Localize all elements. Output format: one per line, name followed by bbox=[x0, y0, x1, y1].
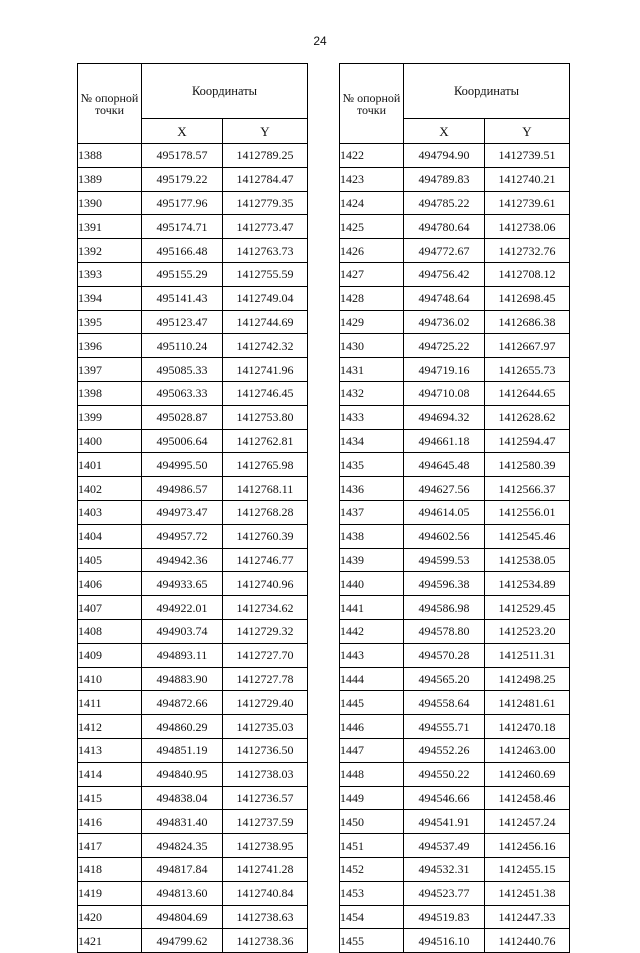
point-number-cell: 1400 bbox=[78, 429, 142, 453]
y-coordinate-cell: 1412655.73 bbox=[485, 358, 570, 382]
table-row bbox=[340, 477, 570, 501]
y-coordinate-cell: 1412749.04 bbox=[223, 286, 308, 310]
x-coordinate-cell: 494516.10 bbox=[404, 929, 485, 953]
y-coordinate-cell: 1412727.78 bbox=[223, 667, 308, 691]
table-row bbox=[78, 286, 308, 310]
page-number: 24 bbox=[313, 34, 327, 48]
table-row bbox=[78, 167, 308, 191]
x-coordinate-cell: 494789.83 bbox=[404, 167, 485, 191]
x-coordinate-cell: 494824.35 bbox=[142, 834, 223, 858]
y-coordinate-cell: 1412463.00 bbox=[485, 738, 570, 762]
table-row bbox=[78, 429, 308, 453]
point-number-cell: 1419 bbox=[78, 881, 142, 905]
y-coordinate-cell: 1412732.76 bbox=[485, 239, 570, 263]
table-row bbox=[340, 810, 570, 834]
x-coordinate-cell: 494537.49 bbox=[404, 834, 485, 858]
table-row bbox=[340, 405, 570, 429]
point-number-cell: 1447 bbox=[340, 738, 404, 762]
point-number-cell: 1444 bbox=[340, 667, 404, 691]
x-coordinate-cell: 494550.22 bbox=[404, 762, 485, 786]
x-coordinate-cell: 494599.53 bbox=[404, 548, 485, 572]
y-coordinate-cell: 1412698.45 bbox=[485, 286, 570, 310]
y-coordinate-cell: 1412511.31 bbox=[485, 643, 570, 667]
point-number-cell: 1405 bbox=[78, 548, 142, 572]
table-row bbox=[340, 548, 570, 572]
x-coordinate-cell: 495174.71 bbox=[142, 215, 223, 239]
x-coordinate-cell: 494804.69 bbox=[142, 905, 223, 929]
x-coordinate-cell: 494813.60 bbox=[142, 881, 223, 905]
table-row bbox=[78, 715, 308, 739]
point-number-cell: 1453 bbox=[340, 881, 404, 905]
x-coordinate-cell: 494546.66 bbox=[404, 786, 485, 810]
table-row bbox=[340, 643, 570, 667]
table-row bbox=[340, 262, 570, 286]
point-number-cell: 1450 bbox=[340, 810, 404, 834]
y-coordinate-cell: 1412457.24 bbox=[485, 810, 570, 834]
x-coordinate-cell: 494794.90 bbox=[404, 144, 485, 168]
table-row bbox=[340, 381, 570, 405]
point-number-cell: 1415 bbox=[78, 786, 142, 810]
x-coordinate-cell: 494558.64 bbox=[404, 691, 485, 715]
table-row bbox=[78, 405, 308, 429]
point-number-cell: 1423 bbox=[340, 167, 404, 191]
table-row bbox=[78, 596, 308, 620]
point-number-cell: 1410 bbox=[78, 667, 142, 691]
x-coordinate-cell: 494661.18 bbox=[404, 429, 485, 453]
point-number-cell: 1389 bbox=[78, 167, 142, 191]
x-coordinate-cell: 495155.29 bbox=[142, 262, 223, 286]
table-row bbox=[340, 167, 570, 191]
point-number-cell: 1409 bbox=[78, 643, 142, 667]
x-coordinate-cell: 494532.31 bbox=[404, 857, 485, 881]
y-coordinate-cell: 1412746.77 bbox=[223, 548, 308, 572]
point-number-cell: 1432 bbox=[340, 381, 404, 405]
x-coordinate-cell: 494785.22 bbox=[404, 191, 485, 215]
point-number-cell: 1411 bbox=[78, 691, 142, 715]
table-row bbox=[78, 929, 308, 953]
table-row bbox=[340, 881, 570, 905]
point-number-cell: 1399 bbox=[78, 405, 142, 429]
x-coordinate-cell: 494872.66 bbox=[142, 691, 223, 715]
point-number-cell: 1421 bbox=[78, 929, 142, 953]
x-coordinate-cell: 495166.48 bbox=[142, 239, 223, 263]
y-coordinate-cell: 1412481.61 bbox=[485, 691, 570, 715]
point-number-cell: 1417 bbox=[78, 834, 142, 858]
point-number-cell: 1392 bbox=[78, 239, 142, 263]
point-number-cell: 1414 bbox=[78, 762, 142, 786]
y-coordinate-cell: 1412746.45 bbox=[223, 381, 308, 405]
y-coordinate-cell: 1412708.12 bbox=[485, 262, 570, 286]
y-coordinate-cell: 1412628.62 bbox=[485, 405, 570, 429]
point-number-cell: 1424 bbox=[340, 191, 404, 215]
point-number-cell: 1437 bbox=[340, 500, 404, 524]
y-coordinate-cell: 1412740.21 bbox=[485, 167, 570, 191]
x-coordinate-cell: 495123.47 bbox=[142, 310, 223, 334]
table-row bbox=[340, 286, 570, 310]
table-row bbox=[78, 191, 308, 215]
point-number-cell: 1396 bbox=[78, 334, 142, 358]
point-number-cell: 1451 bbox=[340, 834, 404, 858]
table-row bbox=[78, 524, 308, 548]
y-coordinate-cell: 1412755.59 bbox=[223, 262, 308, 286]
y-coordinate-cell: 1412729.32 bbox=[223, 619, 308, 643]
y-coordinate-cell: 1412566.37 bbox=[485, 477, 570, 501]
table-row bbox=[78, 477, 308, 501]
table-row bbox=[78, 643, 308, 667]
x-coordinate-cell: 494719.16 bbox=[404, 358, 485, 382]
point-number-cell: 1422 bbox=[340, 144, 404, 168]
table-row bbox=[340, 667, 570, 691]
table-row bbox=[78, 667, 308, 691]
y-coordinate-cell: 1412556.01 bbox=[485, 500, 570, 524]
table-row bbox=[340, 715, 570, 739]
table-row bbox=[340, 191, 570, 215]
point-number-cell: 1446 bbox=[340, 715, 404, 739]
table-row bbox=[78, 881, 308, 905]
point-number-cell: 1403 bbox=[78, 500, 142, 524]
point-number-cell: 1408 bbox=[78, 619, 142, 643]
y-coordinate-cell: 1412594.47 bbox=[485, 429, 570, 453]
y-coordinate-cell: 1412740.96 bbox=[223, 572, 308, 596]
point-number-cell: 1390 bbox=[78, 191, 142, 215]
x-coordinate-cell: 494893.11 bbox=[142, 643, 223, 667]
point-number-cell: 1397 bbox=[78, 358, 142, 382]
x-coordinate-cell: 494748.64 bbox=[404, 286, 485, 310]
x-coordinate-cell: 494519.83 bbox=[404, 905, 485, 929]
table-row bbox=[340, 929, 570, 953]
x-coordinate-cell: 494851.19 bbox=[142, 738, 223, 762]
table-row bbox=[78, 215, 308, 239]
x-coordinate-cell: 494973.47 bbox=[142, 500, 223, 524]
x-coordinate-cell: 494523.77 bbox=[404, 881, 485, 905]
x-coordinate-cell: 495063.33 bbox=[142, 381, 223, 405]
point-number-cell: 1406 bbox=[78, 572, 142, 596]
x-coordinate-cell: 494883.90 bbox=[142, 667, 223, 691]
y-coordinate-cell: 1412768.28 bbox=[223, 500, 308, 524]
y-coordinate-cell: 1412763.73 bbox=[223, 239, 308, 263]
point-number-cell: 1428 bbox=[340, 286, 404, 310]
table-row bbox=[78, 762, 308, 786]
table-row bbox=[340, 429, 570, 453]
y-coordinate-cell: 1412447.33 bbox=[485, 905, 570, 929]
x-coordinate-cell: 494602.56 bbox=[404, 524, 485, 548]
y-coordinate-cell: 1412739.51 bbox=[485, 144, 570, 168]
y-coordinate-cell: 1412440.76 bbox=[485, 929, 570, 953]
header-x: X bbox=[404, 119, 485, 144]
x-coordinate-cell: 494756.42 bbox=[404, 262, 485, 286]
y-coordinate-cell: 1412741.96 bbox=[223, 358, 308, 382]
point-number-cell: 1404 bbox=[78, 524, 142, 548]
x-coordinate-cell: 494596.38 bbox=[404, 572, 485, 596]
table-row bbox=[340, 857, 570, 881]
x-coordinate-cell: 494645.48 bbox=[404, 453, 485, 477]
y-coordinate-cell: 1412773.47 bbox=[223, 215, 308, 239]
table-row bbox=[78, 905, 308, 929]
y-coordinate-cell: 1412739.61 bbox=[485, 191, 570, 215]
y-coordinate-cell: 1412768.11 bbox=[223, 477, 308, 501]
x-coordinate-cell: 494933.65 bbox=[142, 572, 223, 596]
point-number-cell: 1438 bbox=[340, 524, 404, 548]
point-number-cell: 1420 bbox=[78, 905, 142, 929]
x-coordinate-cell: 494860.29 bbox=[142, 715, 223, 739]
x-coordinate-cell: 495179.22 bbox=[142, 167, 223, 191]
point-number-cell: 1426 bbox=[340, 239, 404, 263]
point-number-cell: 1395 bbox=[78, 310, 142, 334]
x-coordinate-cell: 494555.71 bbox=[404, 715, 485, 739]
y-coordinate-cell: 1412738.95 bbox=[223, 834, 308, 858]
x-coordinate-cell: 494903.74 bbox=[142, 619, 223, 643]
header-coordinates: Координаты bbox=[142, 64, 308, 119]
table-row bbox=[78, 691, 308, 715]
table-row bbox=[340, 358, 570, 382]
table-row bbox=[340, 144, 570, 168]
x-coordinate-cell: 494570.28 bbox=[404, 643, 485, 667]
y-coordinate-cell: 1412741.28 bbox=[223, 857, 308, 881]
point-number-cell: 1393 bbox=[78, 262, 142, 286]
table-row bbox=[340, 619, 570, 643]
y-coordinate-cell: 1412451.38 bbox=[485, 881, 570, 905]
table-row bbox=[340, 738, 570, 762]
y-coordinate-cell: 1412760.39 bbox=[223, 524, 308, 548]
table-row bbox=[78, 310, 308, 334]
header-y: Y bbox=[485, 119, 570, 144]
header-y: Y bbox=[223, 119, 308, 144]
y-coordinate-cell: 1412738.06 bbox=[485, 215, 570, 239]
table-row bbox=[78, 834, 308, 858]
y-coordinate-cell: 1412686.38 bbox=[485, 310, 570, 334]
point-number-cell: 1448 bbox=[340, 762, 404, 786]
y-coordinate-cell: 1412735.03 bbox=[223, 715, 308, 739]
x-coordinate-cell: 494817.84 bbox=[142, 857, 223, 881]
table-row bbox=[340, 453, 570, 477]
y-coordinate-cell: 1412458.46 bbox=[485, 786, 570, 810]
point-number-cell: 1455 bbox=[340, 929, 404, 953]
point-number-cell: 1412 bbox=[78, 715, 142, 739]
x-coordinate-cell: 494957.72 bbox=[142, 524, 223, 548]
table-row bbox=[78, 572, 308, 596]
table-row bbox=[340, 762, 570, 786]
y-coordinate-cell: 1412736.50 bbox=[223, 738, 308, 762]
x-coordinate-cell: 494772.67 bbox=[404, 239, 485, 263]
point-number-cell: 1440 bbox=[340, 572, 404, 596]
point-number-cell: 1416 bbox=[78, 810, 142, 834]
point-number-cell: 1434 bbox=[340, 429, 404, 453]
table-row bbox=[340, 524, 570, 548]
y-coordinate-cell: 1412580.39 bbox=[485, 453, 570, 477]
x-coordinate-cell: 494799.62 bbox=[142, 929, 223, 953]
table-row bbox=[340, 310, 570, 334]
table-row bbox=[78, 548, 308, 572]
table-row bbox=[78, 262, 308, 286]
y-coordinate-cell: 1412740.84 bbox=[223, 881, 308, 905]
x-coordinate-cell: 494840.95 bbox=[142, 762, 223, 786]
x-coordinate-cell: 495028.87 bbox=[142, 405, 223, 429]
y-coordinate-cell: 1412742.32 bbox=[223, 334, 308, 358]
table-row bbox=[340, 572, 570, 596]
y-coordinate-cell: 1412455.15 bbox=[485, 857, 570, 881]
y-coordinate-cell: 1412734.62 bbox=[223, 596, 308, 620]
point-number-cell: 1445 bbox=[340, 691, 404, 715]
table-row bbox=[340, 596, 570, 620]
point-number-cell: 1402 bbox=[78, 477, 142, 501]
y-coordinate-cell: 1412545.46 bbox=[485, 524, 570, 548]
table-row bbox=[78, 334, 308, 358]
point-number-cell: 1425 bbox=[340, 215, 404, 239]
point-number-cell: 1442 bbox=[340, 619, 404, 643]
table-row bbox=[340, 239, 570, 263]
x-coordinate-cell: 494710.08 bbox=[404, 381, 485, 405]
x-coordinate-cell: 494838.04 bbox=[142, 786, 223, 810]
point-number-cell: 1454 bbox=[340, 905, 404, 929]
point-number-cell: 1394 bbox=[78, 286, 142, 310]
x-coordinate-cell: 495178.57 bbox=[142, 144, 223, 168]
x-coordinate-cell: 495141.43 bbox=[142, 286, 223, 310]
point-number-cell: 1401 bbox=[78, 453, 142, 477]
y-coordinate-cell: 1412667.97 bbox=[485, 334, 570, 358]
header-point-number: № опорной точки bbox=[78, 64, 142, 144]
x-coordinate-cell: 494986.57 bbox=[142, 477, 223, 501]
y-coordinate-cell: 1412753.80 bbox=[223, 405, 308, 429]
coordinates-table-left bbox=[77, 63, 308, 953]
x-coordinate-cell: 495177.96 bbox=[142, 191, 223, 215]
header-x: X bbox=[142, 119, 223, 144]
point-number-cell: 1439 bbox=[340, 548, 404, 572]
table-row bbox=[78, 239, 308, 263]
table-row bbox=[78, 144, 308, 168]
x-coordinate-cell: 494922.01 bbox=[142, 596, 223, 620]
point-number-cell: 1427 bbox=[340, 262, 404, 286]
x-coordinate-cell: 494586.98 bbox=[404, 596, 485, 620]
point-number-cell: 1431 bbox=[340, 358, 404, 382]
point-number-cell: 1436 bbox=[340, 477, 404, 501]
point-number-cell: 1449 bbox=[340, 786, 404, 810]
x-coordinate-cell: 494995.50 bbox=[142, 453, 223, 477]
x-coordinate-cell: 494694.32 bbox=[404, 405, 485, 429]
table-row bbox=[78, 857, 308, 881]
table-row bbox=[340, 691, 570, 715]
y-coordinate-cell: 1412729.40 bbox=[223, 691, 308, 715]
point-number-cell: 1413 bbox=[78, 738, 142, 762]
table-row bbox=[78, 500, 308, 524]
point-number-cell: 1418 bbox=[78, 857, 142, 881]
point-number-cell: 1407 bbox=[78, 596, 142, 620]
table-row bbox=[340, 215, 570, 239]
table-row bbox=[340, 334, 570, 358]
y-coordinate-cell: 1412789.25 bbox=[223, 144, 308, 168]
table-row bbox=[78, 810, 308, 834]
y-coordinate-cell: 1412498.25 bbox=[485, 667, 570, 691]
table-row bbox=[340, 500, 570, 524]
y-coordinate-cell: 1412727.70 bbox=[223, 643, 308, 667]
point-number-cell: 1452 bbox=[340, 857, 404, 881]
x-coordinate-cell: 494541.91 bbox=[404, 810, 485, 834]
y-coordinate-cell: 1412529.45 bbox=[485, 596, 570, 620]
y-coordinate-cell: 1412762.81 bbox=[223, 429, 308, 453]
y-coordinate-cell: 1412765.98 bbox=[223, 453, 308, 477]
x-coordinate-cell: 494627.56 bbox=[404, 477, 485, 501]
y-coordinate-cell: 1412737.59 bbox=[223, 810, 308, 834]
header-point-number: № опорной точки bbox=[340, 64, 404, 144]
y-coordinate-cell: 1412460.69 bbox=[485, 762, 570, 786]
coordinates-table-right bbox=[339, 63, 570, 953]
x-coordinate-cell: 494614.05 bbox=[404, 500, 485, 524]
x-coordinate-cell: 494942.36 bbox=[142, 548, 223, 572]
y-coordinate-cell: 1412738.03 bbox=[223, 762, 308, 786]
point-number-cell: 1398 bbox=[78, 381, 142, 405]
y-coordinate-cell: 1412456.16 bbox=[485, 834, 570, 858]
table-row bbox=[78, 738, 308, 762]
point-number-cell: 1443 bbox=[340, 643, 404, 667]
point-number-cell: 1435 bbox=[340, 453, 404, 477]
y-coordinate-cell: 1412736.57 bbox=[223, 786, 308, 810]
x-coordinate-cell: 494552.26 bbox=[404, 738, 485, 762]
table-row bbox=[78, 453, 308, 477]
x-coordinate-cell: 494578.80 bbox=[404, 619, 485, 643]
point-number-cell: 1429 bbox=[340, 310, 404, 334]
x-coordinate-cell: 495110.24 bbox=[142, 334, 223, 358]
y-coordinate-cell: 1412744.69 bbox=[223, 310, 308, 334]
table-row bbox=[340, 834, 570, 858]
point-number-cell: 1441 bbox=[340, 596, 404, 620]
point-number-cell: 1433 bbox=[340, 405, 404, 429]
x-coordinate-cell: 495006.64 bbox=[142, 429, 223, 453]
table-row bbox=[340, 905, 570, 929]
table-row bbox=[78, 358, 308, 382]
x-coordinate-cell: 495085.33 bbox=[142, 358, 223, 382]
x-coordinate-cell: 494565.20 bbox=[404, 667, 485, 691]
x-coordinate-cell: 494736.02 bbox=[404, 310, 485, 334]
table-row bbox=[340, 786, 570, 810]
y-coordinate-cell: 1412523.20 bbox=[485, 619, 570, 643]
x-coordinate-cell: 494831.40 bbox=[142, 810, 223, 834]
x-coordinate-cell: 494780.64 bbox=[404, 215, 485, 239]
point-number-cell: 1388 bbox=[78, 144, 142, 168]
table-row bbox=[78, 786, 308, 810]
point-number-cell: 1430 bbox=[340, 334, 404, 358]
header-coordinates: Координаты bbox=[404, 64, 570, 119]
y-coordinate-cell: 1412644.65 bbox=[485, 381, 570, 405]
y-coordinate-cell: 1412538.05 bbox=[485, 548, 570, 572]
x-coordinate-cell: 494725.22 bbox=[404, 334, 485, 358]
y-coordinate-cell: 1412534.89 bbox=[485, 572, 570, 596]
y-coordinate-cell: 1412779.35 bbox=[223, 191, 308, 215]
y-coordinate-cell: 1412738.63 bbox=[223, 905, 308, 929]
table-row bbox=[78, 381, 308, 405]
y-coordinate-cell: 1412784.47 bbox=[223, 167, 308, 191]
y-coordinate-cell: 1412470.18 bbox=[485, 715, 570, 739]
table-row bbox=[78, 619, 308, 643]
point-number-cell: 1391 bbox=[78, 215, 142, 239]
y-coordinate-cell: 1412738.36 bbox=[223, 929, 308, 953]
